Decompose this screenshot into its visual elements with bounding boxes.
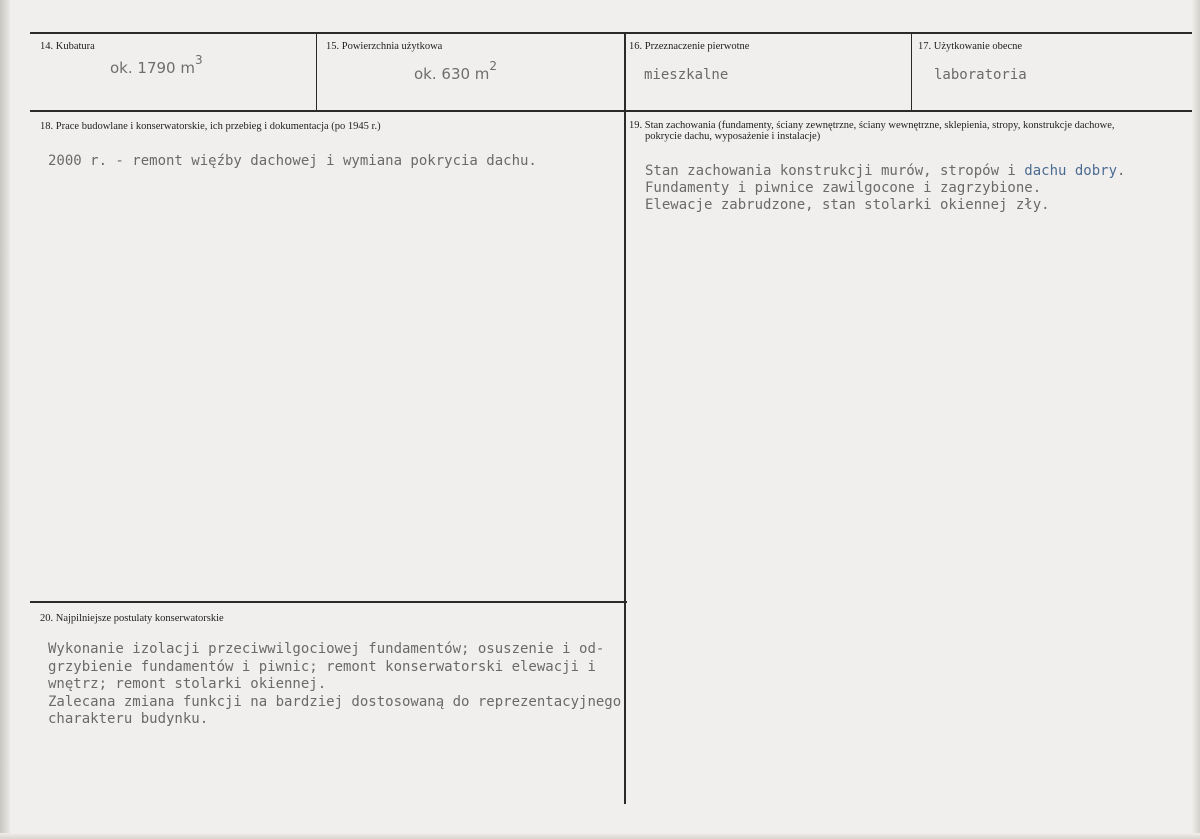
condition-line-1-text: Stan zachowania konstrukcji murów, stropów i [645,163,1025,179]
field-20-value [48,641,621,729]
postulate-line-4: Zalecana zmiana funkcji na bardziej dostosowaną do reprezentacyjnego [48,693,622,710]
divider-main [624,32,626,804]
field-16-value: mieszkalne [644,67,729,83]
field-17-value: laboratoria [934,67,1027,83]
field-18-label: 18. Prace budowlane i konserwatorskie, ich przebieg i dokumentacja (po 1945 r.) [40,121,381,132]
field-16-label: 16. Przeznaczenie pierwotne [629,41,750,52]
area-value: ok. 630 m [414,65,490,83]
postulate-line-5: charakteru budynku. [48,711,209,727]
condition-highlight: dachu dobry [1024,163,1118,179]
field-17-label: 17. Użytkowanie obecne [918,41,1023,52]
field-15-label: 15. Powierzchnia użytkowa [326,41,443,52]
area-unit-exponent: 2 [489,59,498,73]
field-19-value [645,163,1125,214]
paper-edge-bottom [0,833,1200,839]
condition-line-1-end: . [1117,163,1126,179]
divider-14-15 [316,32,317,112]
volume-unit-exponent: 3 [194,53,203,67]
volume-value: ok. 1790 m [110,59,195,77]
field-15-value [414,59,498,83]
row1-bottom-rule [30,110,1192,112]
postulate-line-3: wnętrz; remont stolarki okiennej. [48,676,327,692]
top-rule [30,32,1192,34]
field-19-label-line1: 19. Stan zachowania (fundamenty, ściany zewnętrzne, ściany wewnętrzne, sklepienia, stropy, konstrukcje dachowe, [629,120,1115,131]
field-20-label: 20. Najpilniejsze postulaty konserwatorskie [40,613,224,624]
paper-edge-left [0,0,10,839]
section20-top-rule [30,601,627,603]
condition-line-1 [645,163,1125,180]
field-19-label-line2: pokrycie dachu, wyposażenie i instalacje) [645,131,821,142]
condition-line-2: Fundamenty i piwnice zawilgocone i zagrzybione. [645,180,1042,196]
field-14-value [110,53,203,77]
postulate-line-1: Wykonanie izolacji przeciwwilgociowej fundamentów; osuszenie i od- [48,641,605,657]
paper-edge-right [1192,0,1200,839]
divider-16-17 [911,32,912,112]
postulate-line-2: grzybienie fundamentów i piwnic; remont konserwatorski elewacji i [48,658,596,675]
condition-line-3: Elewacje zabrudzone, stan stolarki okiennej zły. [645,197,1050,213]
field-18-value: 2000 r. - remont więźby dachowej i wymiana pokrycia dachu. [48,153,537,169]
field-14-label: 14. Kubatura [40,41,95,52]
